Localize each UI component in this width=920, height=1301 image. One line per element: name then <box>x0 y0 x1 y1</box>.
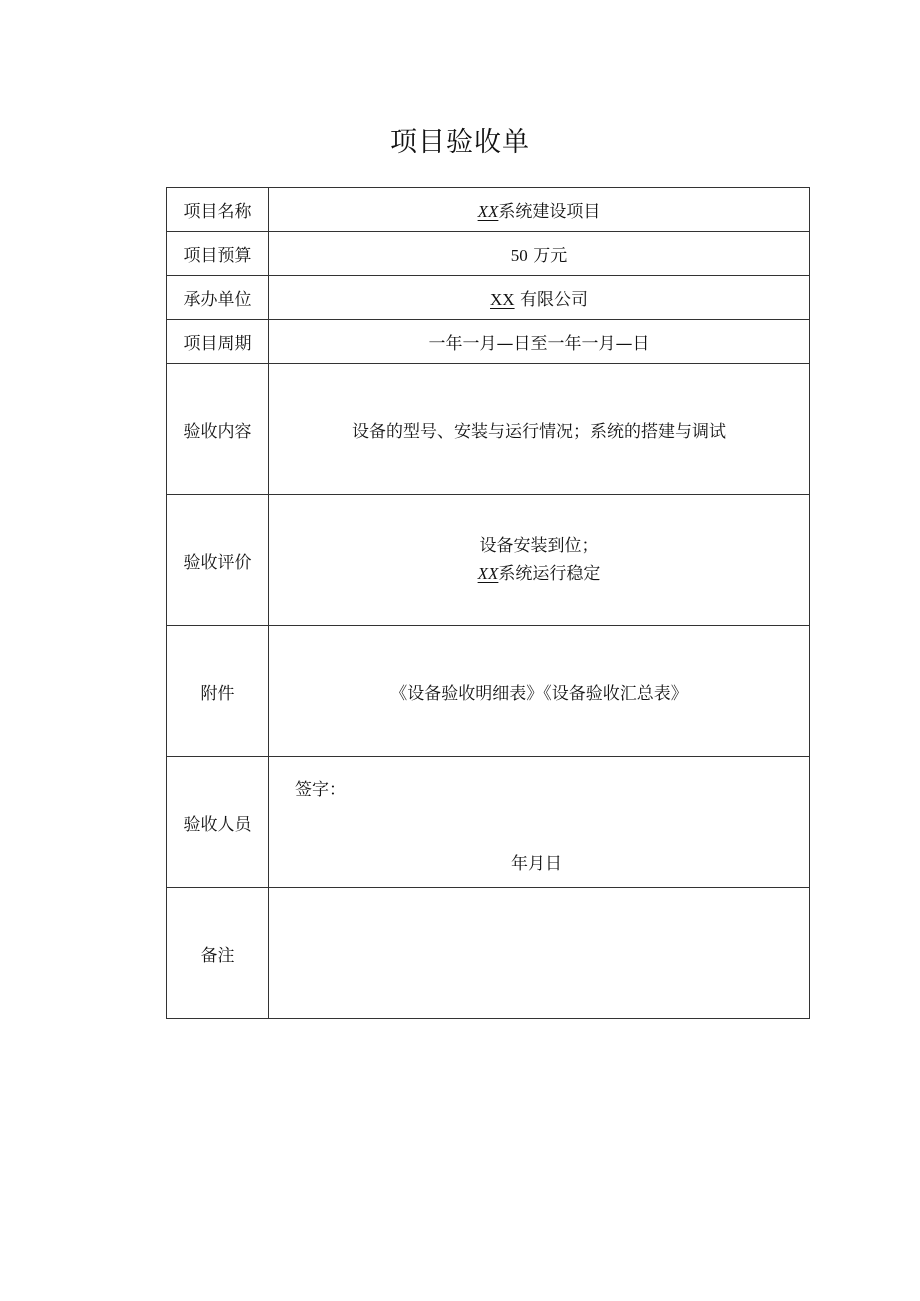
row-period <box>167 320 810 364</box>
row-evaluation <box>167 495 810 626</box>
row-budget <box>167 232 810 276</box>
personnel-label: 验收人员 <box>167 757 269 888</box>
budget-unit: 万元 <box>533 246 568 266</box>
organizer-prefix: XX <box>490 290 515 309</box>
attachment-value: 《设备验收明细表》《设备验收汇总表》 <box>269 626 810 757</box>
evaluation-line-2-text: 系统运行稳定 <box>498 564 601 584</box>
project-name-text: 系统建设项目 <box>498 202 601 222</box>
evaluation-value <box>269 495 810 626</box>
evaluation-label: 验收评价 <box>167 495 269 626</box>
evaluation-line-2 <box>269 560 809 588</box>
budget-value <box>269 232 810 276</box>
period-value: 一年一月—日至一年一月—日 <box>269 320 810 364</box>
organizer-text: 有限公司 <box>519 290 588 310</box>
row-content <box>167 364 810 495</box>
project-name-value <box>269 188 810 232</box>
attachment-label: 附件 <box>167 626 269 757</box>
row-remarks <box>167 888 810 1019</box>
project-name-label: 项目名称 <box>167 188 269 232</box>
evaluation-line-2-prefix: XX <box>477 564 499 583</box>
row-organizer <box>167 276 810 320</box>
organizer-label: 承办单位 <box>167 276 269 320</box>
evaluation-line-1: 设备安装到位； <box>479 536 599 556</box>
acceptance-form-table <box>166 187 810 1019</box>
signature-date-label: 年月日 <box>511 854 562 874</box>
content-value: 设备的型号、安装与运行情况；系统的搭建与调试 <box>269 364 810 495</box>
row-personnel <box>167 757 810 888</box>
budget-label: 项目预算 <box>167 232 269 276</box>
content-label: 验收内容 <box>167 364 269 495</box>
budget-amount: 50 <box>510 246 528 265</box>
row-attachment <box>167 626 810 757</box>
period-label: 项目周期 <box>167 320 269 364</box>
project-name-prefix: XX <box>477 202 499 221</box>
page-title: 项目验收单 <box>390 127 530 158</box>
row-project-name <box>167 188 810 232</box>
organizer-value <box>269 276 810 320</box>
remarks-value <box>269 888 810 1019</box>
remarks-label: 备注 <box>167 888 269 1019</box>
signature-label: 签字： <box>295 780 346 800</box>
personnel-value <box>269 757 810 888</box>
